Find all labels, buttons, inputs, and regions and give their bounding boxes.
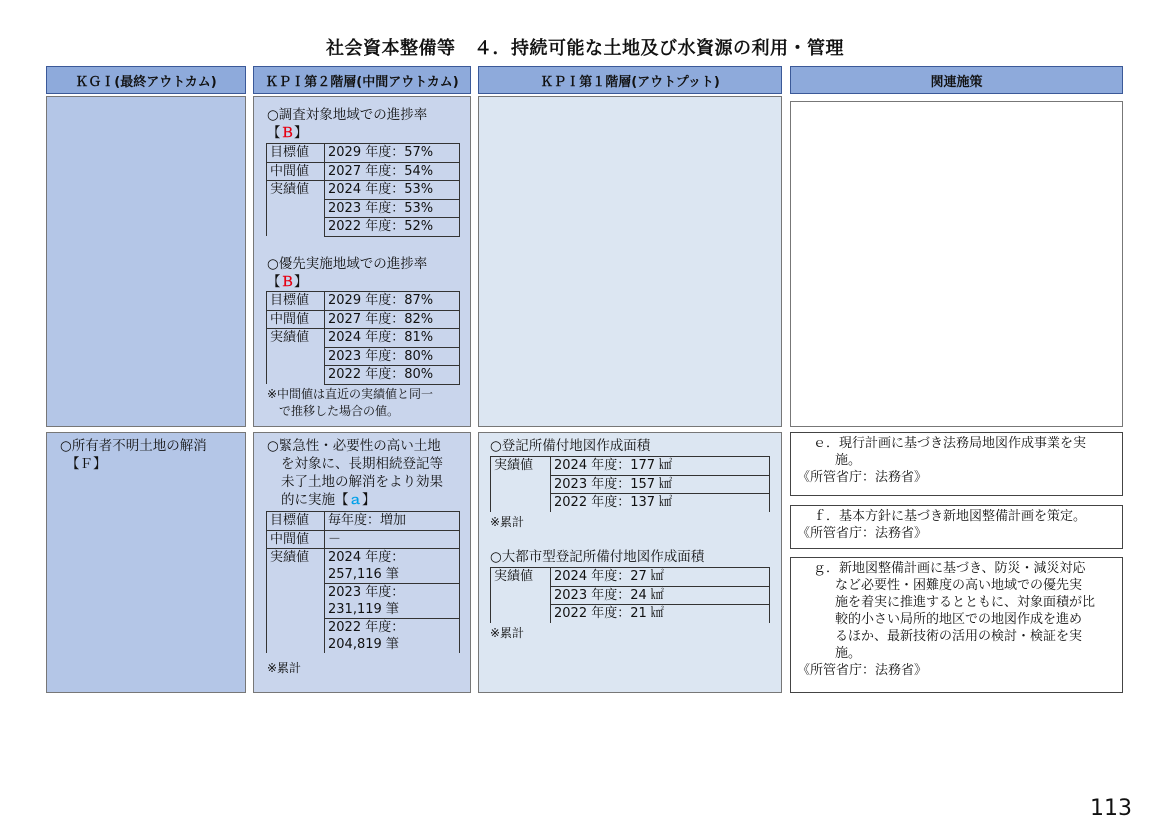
- header-kpi2: ＫＰＩ第２階層(中間アウトカム): [253, 66, 471, 94]
- kpi1-metro-map-area-table: 実績値 2024 年度：27 ㎢ 2023 年度：24 ㎢ 2022 年度：21 ㎢: [490, 567, 770, 623]
- kpi2-survey-progress-table: 目標値 2029 年度：57% 中間値 2027 年度：54% 実績値 2024 年度：53% 2023 年度：53% 2022 年度：52%: [266, 143, 460, 237]
- cumulative-note: ※累計: [267, 661, 302, 675]
- header-measures: 関連施策: [790, 66, 1123, 94]
- page-title: 社会資本整備等 ４．持続可能な土地及び水資源の利用・管理: [326, 38, 844, 59]
- kpi1-registry-map-area-title: ○登記所備付地図作成面積: [490, 438, 651, 454]
- page-number: 113: [1090, 796, 1132, 821]
- measure-e: ｅ．現行計画に基づき法務局地図作成事業を実 施。 《所管省庁：法務省》: [790, 432, 1123, 496]
- interim-value-note: ※中間値は直近の実績値と同一 で推移した場合の値。: [267, 387, 434, 418]
- row1-measures-cell: [790, 101, 1123, 427]
- rating-tag: ａ: [348, 492, 362, 508]
- measure-f: ｆ．基本方針に基づき新地図整備計画を策定。 《所管省庁：法務省》: [790, 505, 1123, 549]
- row1-kgi-cell: [46, 96, 246, 427]
- header-kpi1: ＫＰＩ第１階層(アウトプット): [478, 66, 782, 94]
- kpi2-inheritance-registration-table: 目標値 毎年度：増加 中間値 － 実績値 2024 年度： 257,116 筆 2023 年度： 231,119 筆 2022 年度： 204,819 筆: [266, 511, 460, 653]
- kpi2-priority-progress-title: ○優先実施地域での進捗率 【Ｂ】: [267, 256, 428, 290]
- kpi1-metro-map-area-title: ○大都市型登記所備付地図作成面積: [490, 549, 705, 565]
- row1-kpi1-cell: [478, 96, 782, 427]
- measure-g: ｇ．新地図整備計画に基づき、防災・減災対応 など必要性・困難度の高い地域での優先実 施を着実に推進するとともに、対象面積が比 較的小さい局所的地区での地図作成を進め るほか、最新技術の活用の検討・検証を実 施。 《所管省庁：法務省》: [790, 557, 1123, 693]
- rating-tag: Ｂ: [280, 274, 294, 290]
- kgi-unknown-owner-land: ○所有者不明土地の解消 【Ｆ】: [60, 438, 207, 472]
- kpi1-registry-map-area-table: 実績値 2024 年度：177 ㎢ 2023 年度：157 ㎢ 2022 年度：137 ㎢: [490, 456, 770, 512]
- header-kgi: ＫＧＩ(最終アウトカム): [46, 66, 246, 94]
- cumulative-note: ※累計: [490, 626, 525, 640]
- rating-tag: Ｂ: [280, 125, 294, 141]
- cumulative-note: ※累計: [490, 515, 525, 529]
- kpi2-priority-progress-table: 目標値 2029 年度：87% 中間値 2027 年度：82% 実績値 2024 年度：81% 2023 年度：80% 2022 年度：80%: [266, 291, 460, 385]
- kpi2-survey-progress-title: ○調査対象地域での進捗率 【Ｂ】: [267, 107, 428, 141]
- kpi2-inheritance-registration-title: ○緊急性・必要性の高い土地 を対象に、長期相続登記等 未了土地の解消をより効果 的に実施【ａ】: [267, 438, 443, 508]
